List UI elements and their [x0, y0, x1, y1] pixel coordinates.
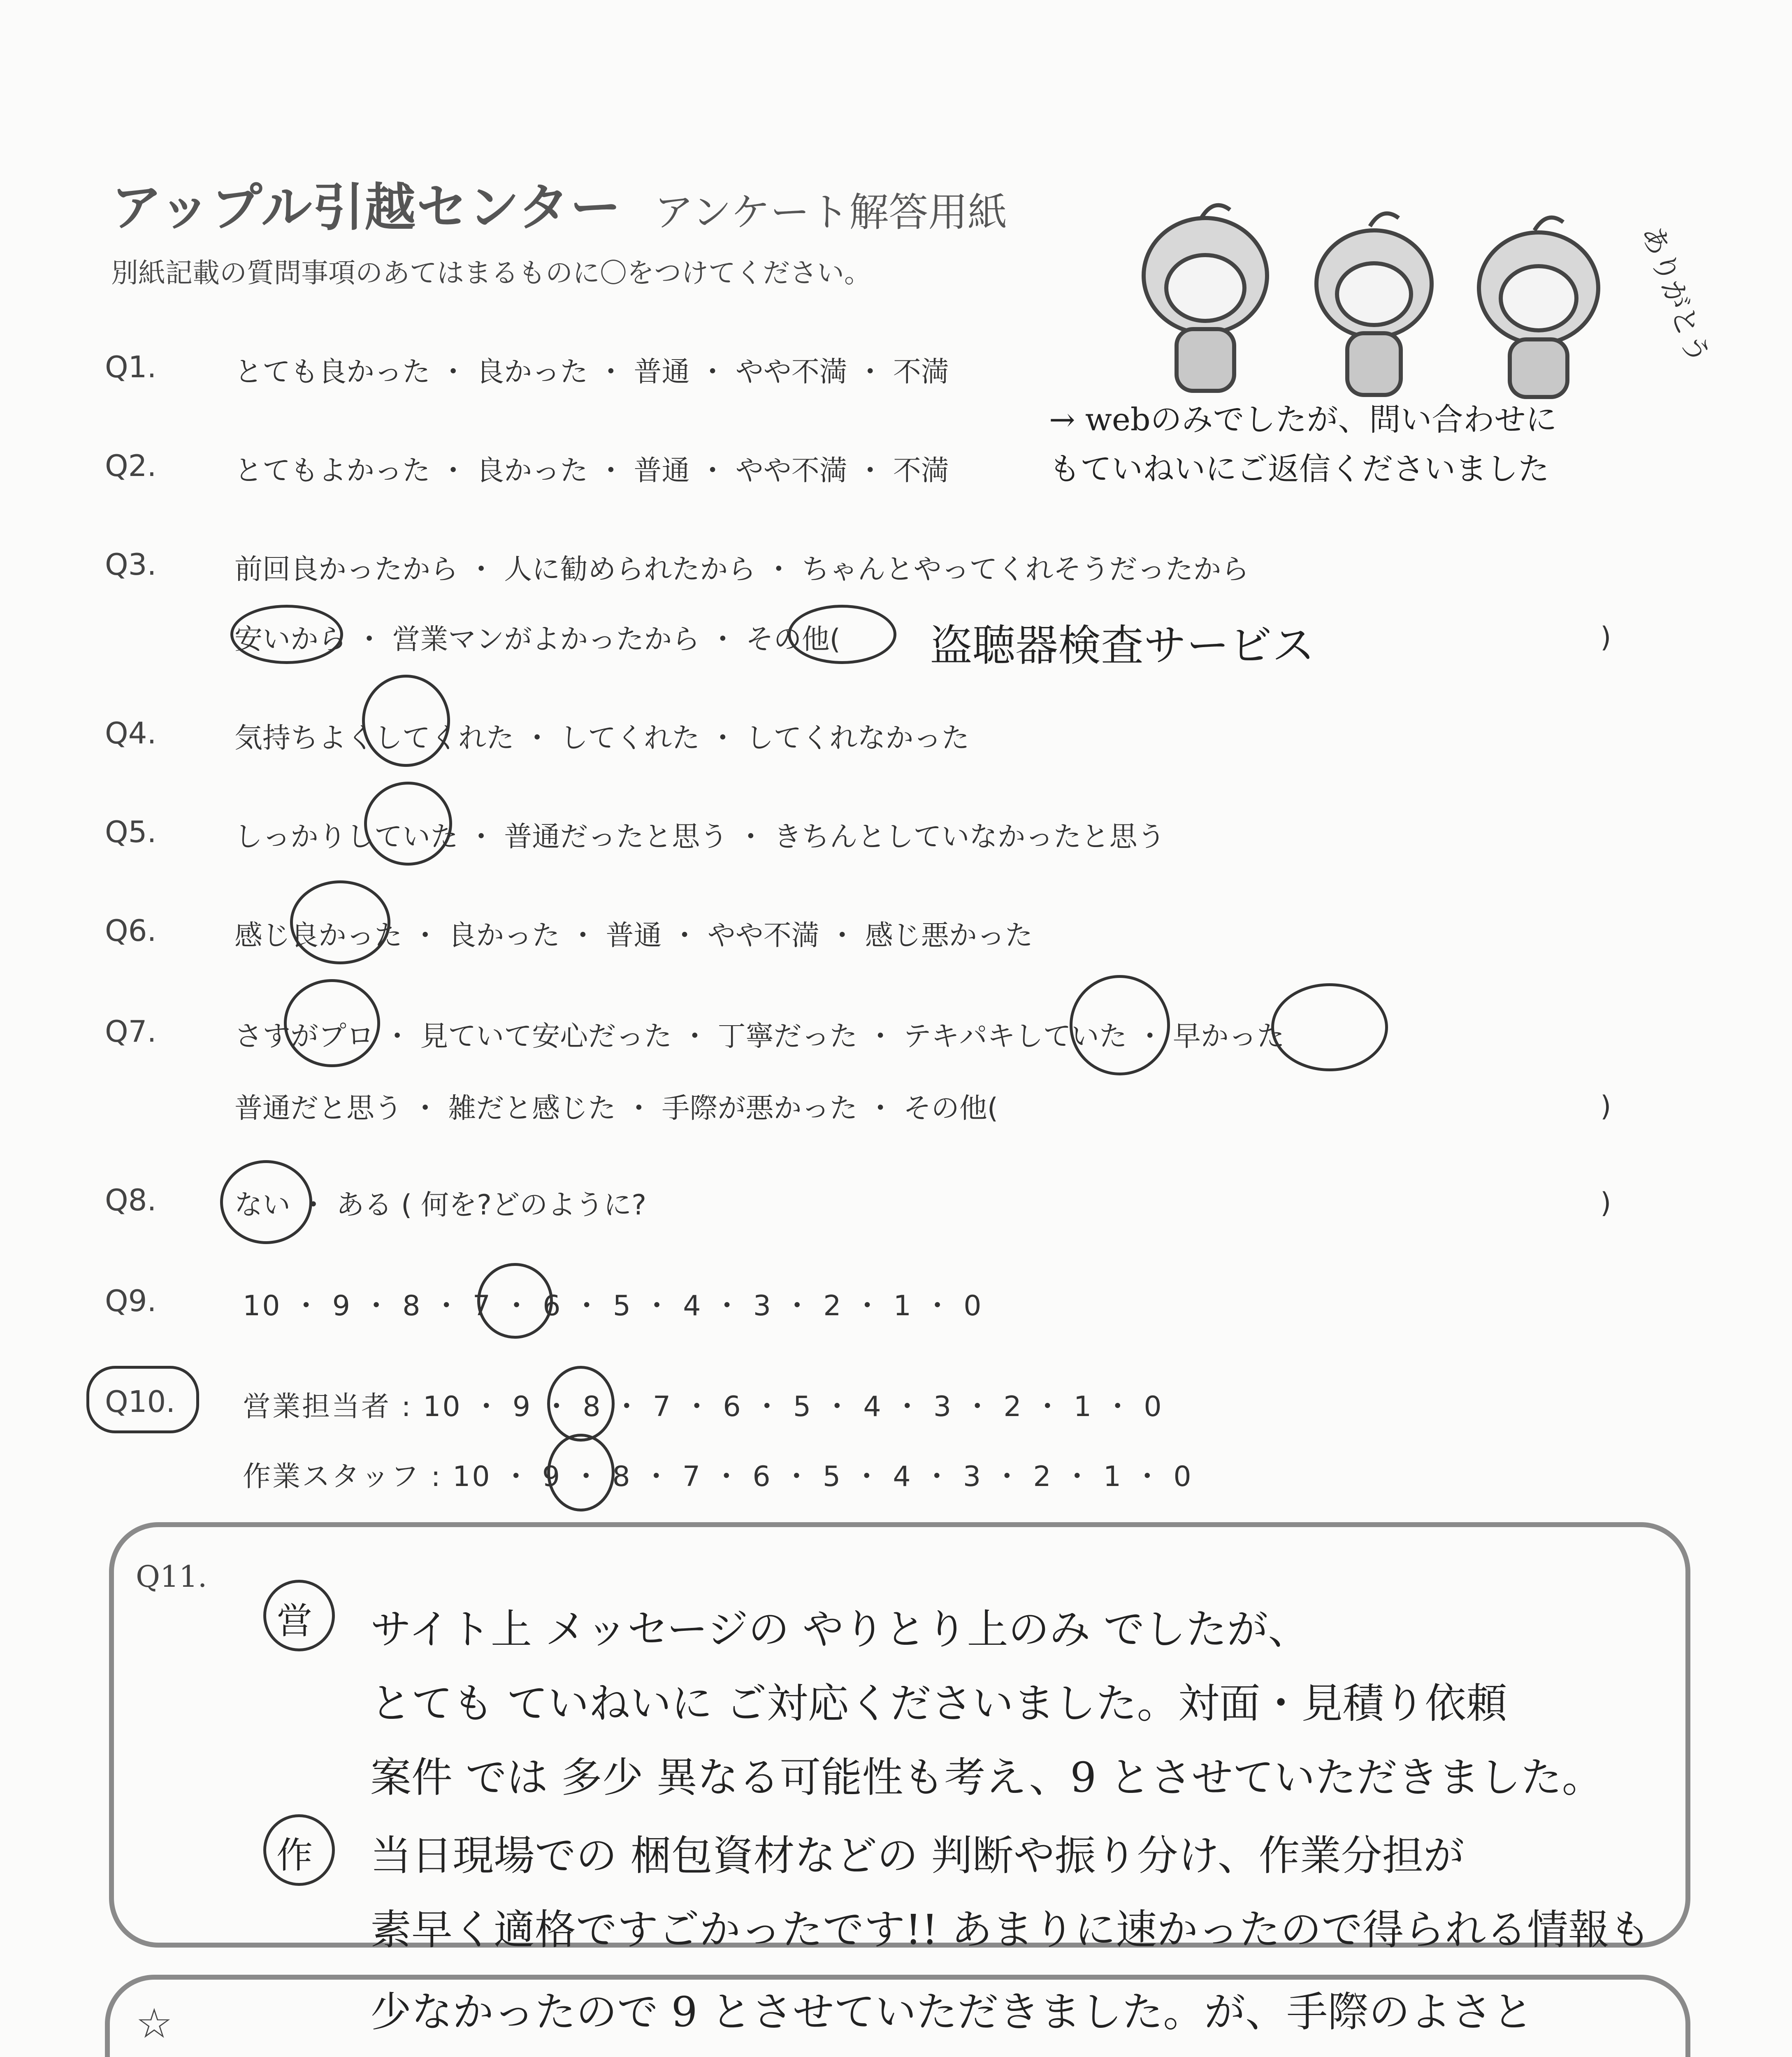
q5-circle	[364, 782, 452, 866]
q11-answer-box	[109, 1522, 1690, 1948]
q3-label: Q3.	[105, 547, 157, 582]
q7-options-2: 普通だと思う ・ 雑だと感じた ・ 手際が悪かった ・ その他(	[234, 1092, 998, 1125]
form-subtitle: アンケート解答用紙	[654, 189, 1007, 235]
q7-close-paren: )	[1600, 1090, 1611, 1123]
q10-circle-sales-9	[547, 1366, 615, 1442]
q9-scale: 10 ・ 9 ・ 8 ・ 7 ・ 6 ・ 5 ・ 4 ・ 3 ・ 2 ・ 1 ・ 0	[243, 1290, 983, 1322]
q8-label: Q8.	[105, 1183, 157, 1217]
q7-circle-tekipaki	[1070, 975, 1170, 1075]
q3-close-paren: )	[1600, 621, 1611, 654]
q11-line-1: サイト上 メッセージの やりとり上のみ でしたが、	[370, 1605, 1309, 1653]
q4-options: 気持ちよくしてくれた ・ してくれた ・ してくれなかった	[234, 722, 970, 755]
q2-label: Q2.	[105, 448, 157, 483]
q8-circle	[220, 1160, 312, 1244]
q4-circle	[362, 675, 450, 767]
q4-label: Q4.	[105, 716, 157, 750]
q8-options: ない ・ ある ( 何を?どのように?	[234, 1189, 647, 1221]
q11-line-4: 当日現場での 梱包資材などの 判断や振り分け、作業分担が	[370, 1832, 1465, 1880]
q10-label: Q10.	[105, 1384, 176, 1419]
instruction-text: 別紙記載の質問事項のあてはまるものに〇をつけてください。	[111, 257, 871, 289]
q11-line-2: とても ていねいに ご対応くださいました。対面・見積り依頼	[370, 1679, 1507, 1727]
q7-circle-pro	[284, 979, 380, 1067]
q10-label-circle	[86, 1366, 199, 1433]
q6-label: Q6.	[105, 913, 157, 948]
q11-label: Q11.	[136, 1559, 207, 1594]
q10-circle-staff-9	[547, 1434, 615, 1511]
q1-label: Q1.	[105, 350, 157, 384]
q3-options-1: 前回良かったから ・ 人に勧められたから ・ ちゃんとやってくれそうだったから	[234, 553, 1249, 586]
q2-options: とてもよかった ・ 良かった ・ 普通 ・ やや不満 ・ 不満	[234, 455, 949, 487]
q11-eigyo-mark: 営	[276, 1600, 313, 1642]
q3-other-answer: 盗聴器検査サービス	[930, 620, 1315, 671]
form-title: アップル引越センター	[111, 178, 622, 237]
q5-label: Q5.	[105, 815, 157, 849]
monkey-mascots-illustration	[1127, 181, 1716, 411]
q9-label: Q9.	[105, 1284, 157, 1318]
star-icon: ☆	[136, 1999, 173, 2048]
q10-staff-scale: 作業スタッフ : 10 ・ 9 ・ 8 ・ 7 ・ 6 ・ 5 ・ 4 ・ 3 ・ 2 ・ 1 ・ 0	[243, 1460, 1193, 1493]
q11-sagyo-mark: 作	[276, 1834, 313, 1876]
q3-options-2: 安いから ・ 営業マンがよかったから ・ その他(	[234, 623, 840, 656]
q5-options: しっかりしていた ・ 普通だったと思う ・ きちんとしていなかったと思う	[234, 821, 1165, 853]
q6-options: 感じ良かった ・ 良かった ・ 普通 ・ やや不満 ・ 感じ悪かった	[234, 919, 1033, 952]
q1-handwritten-note: → webのみでしたが、問い合わせにもていねいにご返信くださいました	[1049, 401, 1557, 487]
q6-circle	[290, 880, 390, 964]
q8-close-paren: )	[1600, 1187, 1611, 1219]
q3-circle-yasui	[230, 605, 343, 664]
q7-label: Q7.	[105, 1014, 157, 1049]
q11-line-6: 少なかったので 9 とさせていただきました。が、手際のよさと	[370, 1988, 1534, 2036]
q10-sales-scale: 営業担当者 : 10 ・ 9 ・ 8 ・ 7 ・ 6 ・ 5 ・ 4 ・ 3 ・ 2 ・ 1 ・ 0	[243, 1391, 1163, 1423]
q11-line-3: 案件 では 多少 異なる可能性も考え、9 とさせていただきました。	[370, 1753, 1603, 1802]
q1-options: とても良かった ・ 良かった ・ 普通 ・ やや不満 ・ 不満	[234, 356, 949, 388]
q9-circle-7	[477, 1263, 553, 1339]
q7-circle-hayakatta	[1271, 983, 1388, 1071]
q3-circle-sonota	[788, 605, 896, 664]
mascot-caption: ありがとう	[1635, 221, 1716, 368]
q7-options-1: さすがプロ ・ 見ていて安心だった ・ 丁寧だった ・ テキパキしていた ・ 早かった	[234, 1020, 1285, 1053]
q11-line-5: 素早く適格ですごかったです!! あまりに速かったので得られる情報も	[370, 1906, 1651, 1954]
